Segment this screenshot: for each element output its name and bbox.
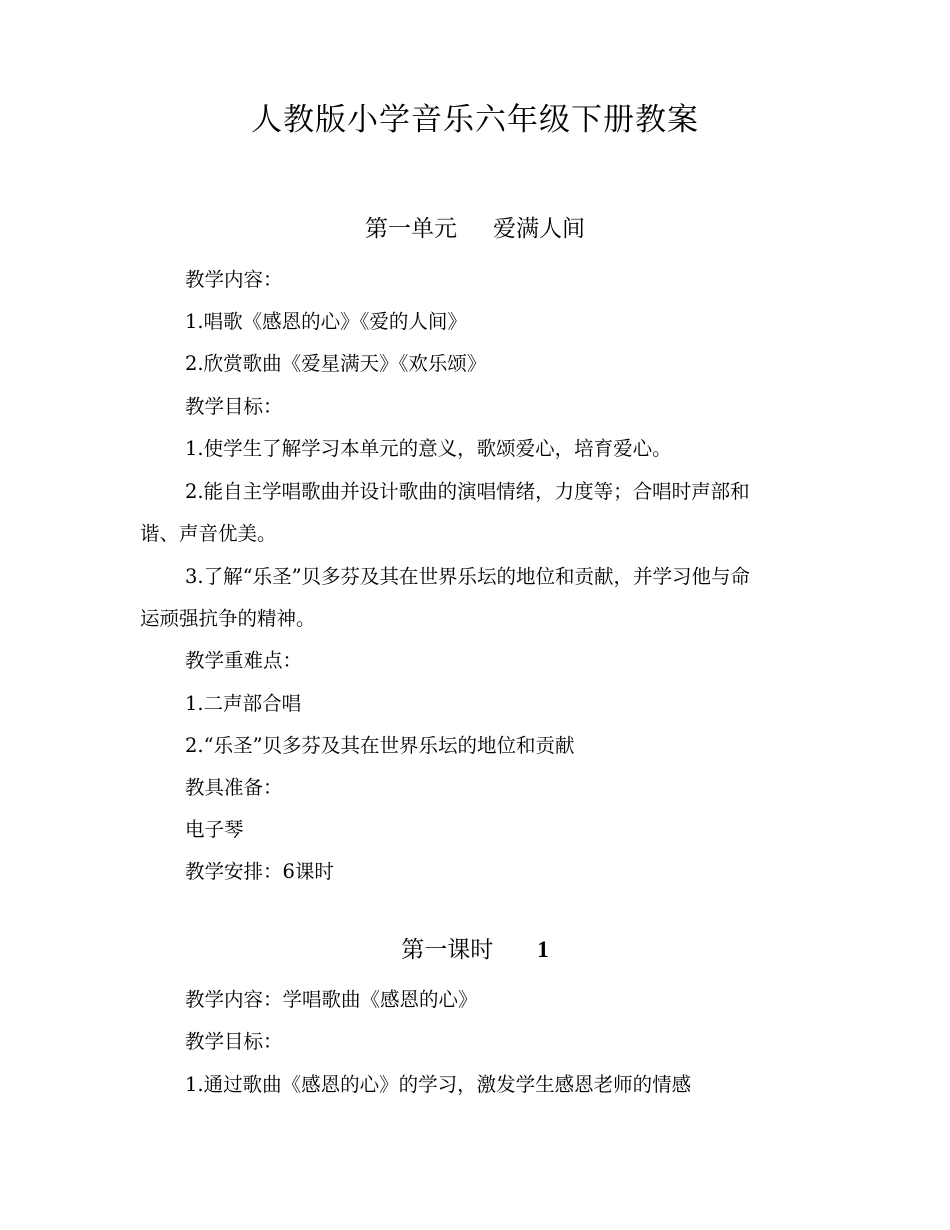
document-title: 人教版小学音乐六年级下册教案 [251, 102, 699, 138]
content-item: 1.唱歌《感恩的心》《爱的人间》 [185, 310, 467, 333]
lesson-number: 1 [537, 937, 549, 962]
section-label-content: 教学内容： [185, 268, 283, 291]
lesson-label: 第一课时 [401, 937, 494, 963]
unit-heading [0, 211, 950, 247]
objective-item: 1.通过歌曲《感恩的心》的学习，激发学生感恩老师的情感 [185, 1073, 692, 1096]
key-point-item: 2.“乐圣”贝多芬及其在世界乐坛的地位和贡献 [185, 734, 575, 757]
lesson-heading [0, 932, 950, 968]
unit-name: 爱满人间 [493, 216, 585, 242]
objective-item-continued: 谐、声音优美。 [140, 522, 277, 545]
key-point-item: 1.二声部合唱 [185, 692, 302, 715]
material-item: 电子琴 [185, 818, 244, 841]
section-label-key-points: 教学重难点： [185, 649, 303, 672]
section-label-materials: 教具准备： [185, 776, 283, 799]
schedule-line: 教学安排：6课时 [185, 860, 334, 883]
content-item: 2.欣赏歌曲《爱星满天》《欢乐颂》 [185, 352, 487, 375]
section-label-objectives: 教学目标： [185, 395, 283, 418]
lesson-content-line: 教学内容：学唱歌曲《感恩的心》 [185, 988, 478, 1011]
unit-number: 第一单元 [365, 216, 457, 242]
objective-item: 3.了解“乐圣”贝多芬及其在世界乐坛的地位和贡献，并学习他与命 [185, 565, 751, 588]
objective-item: 1.使学生了解学习本单元的意义，歌颂爱心，培育爱心。 [185, 437, 672, 460]
section-label-objectives: 教学目标： [185, 1030, 283, 1053]
objective-item: 2.能自主学唱歌曲并设计歌曲的演唱情绪，力度等；合唱时声部和 [185, 480, 750, 503]
objective-item-continued: 运顽强抗争的精神。 [140, 607, 316, 630]
